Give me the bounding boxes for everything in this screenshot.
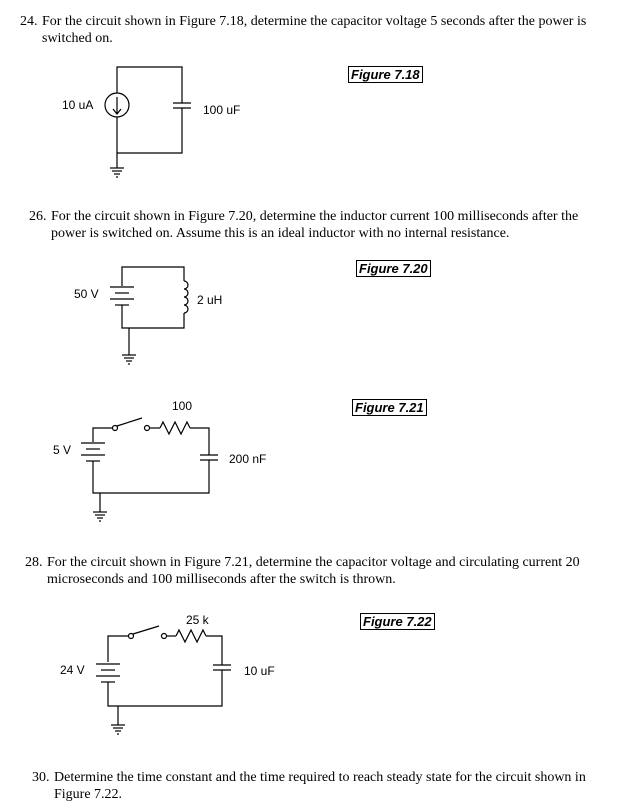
voltage-source-label: 24 V — [60, 663, 85, 677]
switch-blade — [133, 626, 159, 634]
figure-label-7-22: Figure 7.22 — [360, 613, 435, 630]
resistor-icon — [160, 422, 190, 434]
problem-text-line: For the circuit shown in Figure 7.18, determine the capacitor voltage 5 seconds after the power is — [42, 14, 587, 29]
circuit-7-20 — [110, 267, 188, 364]
problem-number: 24. — [20, 14, 38, 29]
problem-text-line: microseconds and 100 milliseconds after the switch is thrown. — [47, 572, 396, 587]
figure-label-7-18: Figure 7.18 — [348, 66, 423, 83]
voltage-source-label: 50 V — [74, 287, 99, 301]
problem-text-line: switched on. — [42, 31, 113, 46]
switch-blade — [117, 418, 142, 426]
switch-contact — [145, 426, 150, 431]
switch-contact — [113, 426, 118, 431]
wire — [93, 428, 112, 442]
capacitor-label: 200 nF — [229, 452, 267, 466]
problem-text-line: power is switched on. Assume this is an ideal inductor with no internal resistance. — [51, 226, 510, 241]
wire — [190, 428, 209, 455]
problem-number: 26. — [29, 209, 47, 224]
wire — [206, 636, 222, 665]
wire — [108, 672, 222, 706]
wire — [122, 308, 184, 328]
wire — [117, 115, 182, 153]
voltage-source-label: 5 V — [53, 443, 72, 457]
inductor-icon — [184, 281, 188, 313]
inductor-label: 2 uH — [197, 293, 223, 307]
wire — [122, 267, 184, 286]
circuit-7-22 — [96, 626, 231, 734]
problem-number: 30. — [32, 770, 50, 785]
figure-label-7-21: Figure 7.21 — [352, 399, 427, 416]
problem-text-line: For the circuit shown in Figure 7.20, determine the inductor current 100 milliseconds after the — [51, 209, 579, 224]
capacitor-label: 100 uF — [203, 103, 241, 117]
resistor-icon — [176, 630, 206, 642]
circuit-7-18 — [105, 67, 191, 177]
problem-number: 28. — [25, 555, 43, 570]
switch-contact — [162, 634, 167, 639]
problem-text-line: Figure 7.22. — [54, 787, 123, 802]
figure-label-7-20: Figure 7.20 — [356, 260, 431, 277]
problem-text-line: For the circuit shown in Figure 7.21, determine the capacitor voltage and circulating current 20 — [47, 555, 580, 570]
resistor-label: 25 k — [186, 613, 209, 627]
resistor-label: 100 — [172, 399, 193, 413]
problem-text-line: Determine the time constant and the time required to reach steady state for the circuit shown in — [54, 770, 586, 785]
circuit-7-21 — [81, 418, 218, 521]
wire — [93, 461, 209, 493]
capacitor-label: 10 uF — [244, 664, 275, 678]
wire — [108, 636, 128, 662]
switch-contact — [129, 634, 134, 639]
current-source-label: 10 uA — [62, 98, 94, 112]
